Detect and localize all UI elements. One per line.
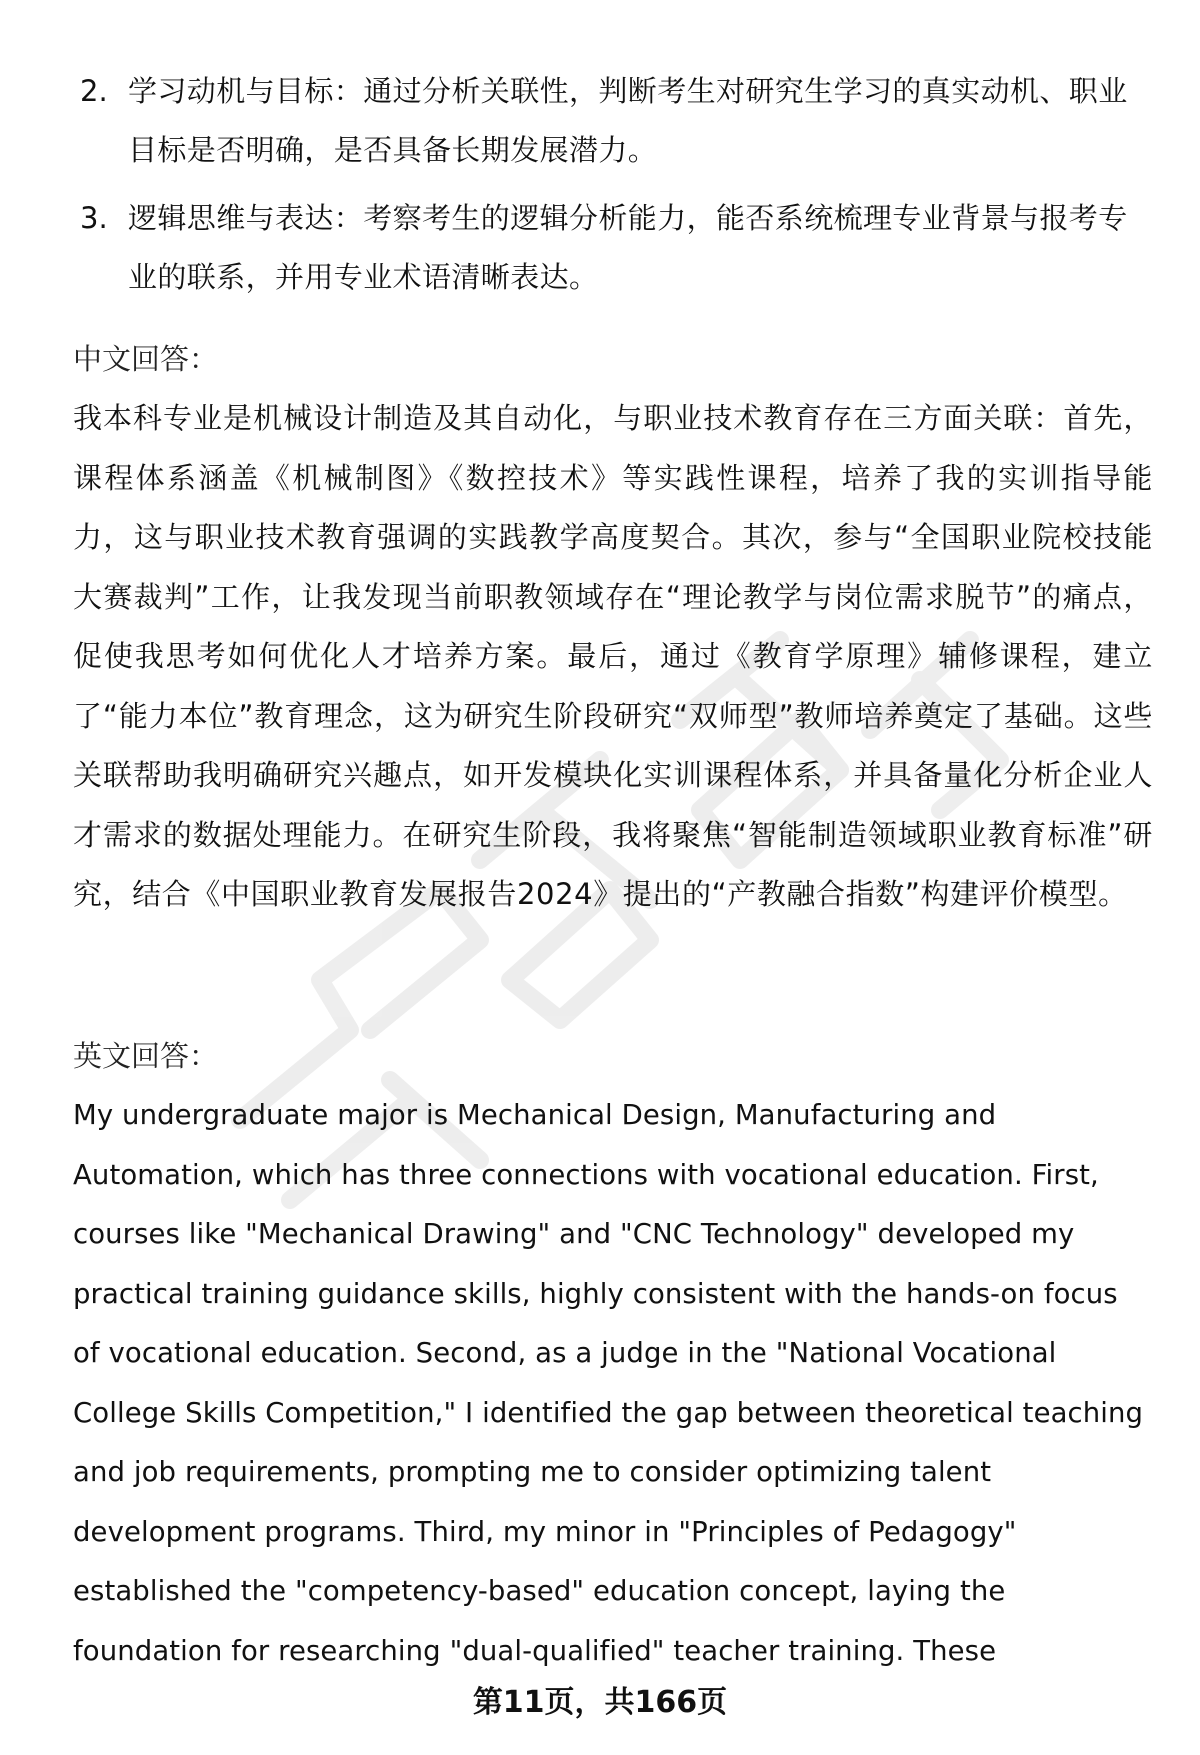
criteria-text: 逻辑思维与表达：考察考生的逻辑分析能力，能否系统梳理专业背景与报考专业的联系，并用专业术语清晰表达。: [128, 201, 1128, 294]
criteria-text: 学习动机与目标：通过分析关联性，判断考生对研究生学习的真实动机、职业目标是否明确，是否具备长期发展潜力。: [128, 74, 1128, 167]
page-number-footer: 第11页，共166页: [472, 1685, 728, 1720]
criteria-number: 3.: [80, 201, 108, 235]
criteria-item-logic: [80, 189, 1150, 307]
criteria-number: 2.: [80, 74, 108, 108]
criteria-item-motivation: [80, 62, 1150, 180]
english-answer-body: My undergraduate major is Mechanical Design, Manufacturing and Automation, which has three connections with vocational education. First, courses like "Mechanical Drawing" and "CNC Technology" developed my practical training guidance skills, highly consistent with the hands-on focus of vocational education. Second, as a judge in the "National Vocational College Skills Competition," I identified the gap between theoretical teaching and job requirements, prompting me to consider optimizing talent development programs. Third, my minor in "Principles of Pedagogy" established the "competency-based" education concept, laying the foundation for researching "dual-qualified" teacher training. These: [73, 1099, 1144, 1667]
chinese-answer-section: [73, 330, 1153, 925]
chinese-answer-heading: 中文回答：: [73, 342, 219, 376]
english-answer-heading: 英文回答：: [73, 1039, 219, 1073]
chinese-answer-body: 我本科专业是机械设计制造及其自动化，与职业技术教育存在三方面关联：首先，课程体系涵盖《机械制图》《数控技术》等实践性课程，培养了我的实训指导能力，这与职业技术教育强调的实践教学高度契合。其次，参与“全国职业院校技能大赛裁判”工作，让我发现当前职教领域存在“理论教学与岗位需求脱节”的痛点，促使我思考如何优化人才培养方案。最后，通过《教育学原理》辅修课程，建立了“能力本位”教育理念，这为研究生阶段研究“双师型”教师培养奠定了基础。这些关联帮助我明确研究兴趣点，如开发模块化实训课程体系，并具备量化分析企业人才需求的数据处理能力。在研究生阶段，我将聚焦“智能制造领域职业教育标准”研究，结合《中国职业教育发展报告2024》提出的“产教融合指数”构建评价模型。: [73, 401, 1153, 911]
english-answer-section: [73, 1027, 1153, 1681]
evaluation-criteria-list: [80, 62, 1150, 316]
